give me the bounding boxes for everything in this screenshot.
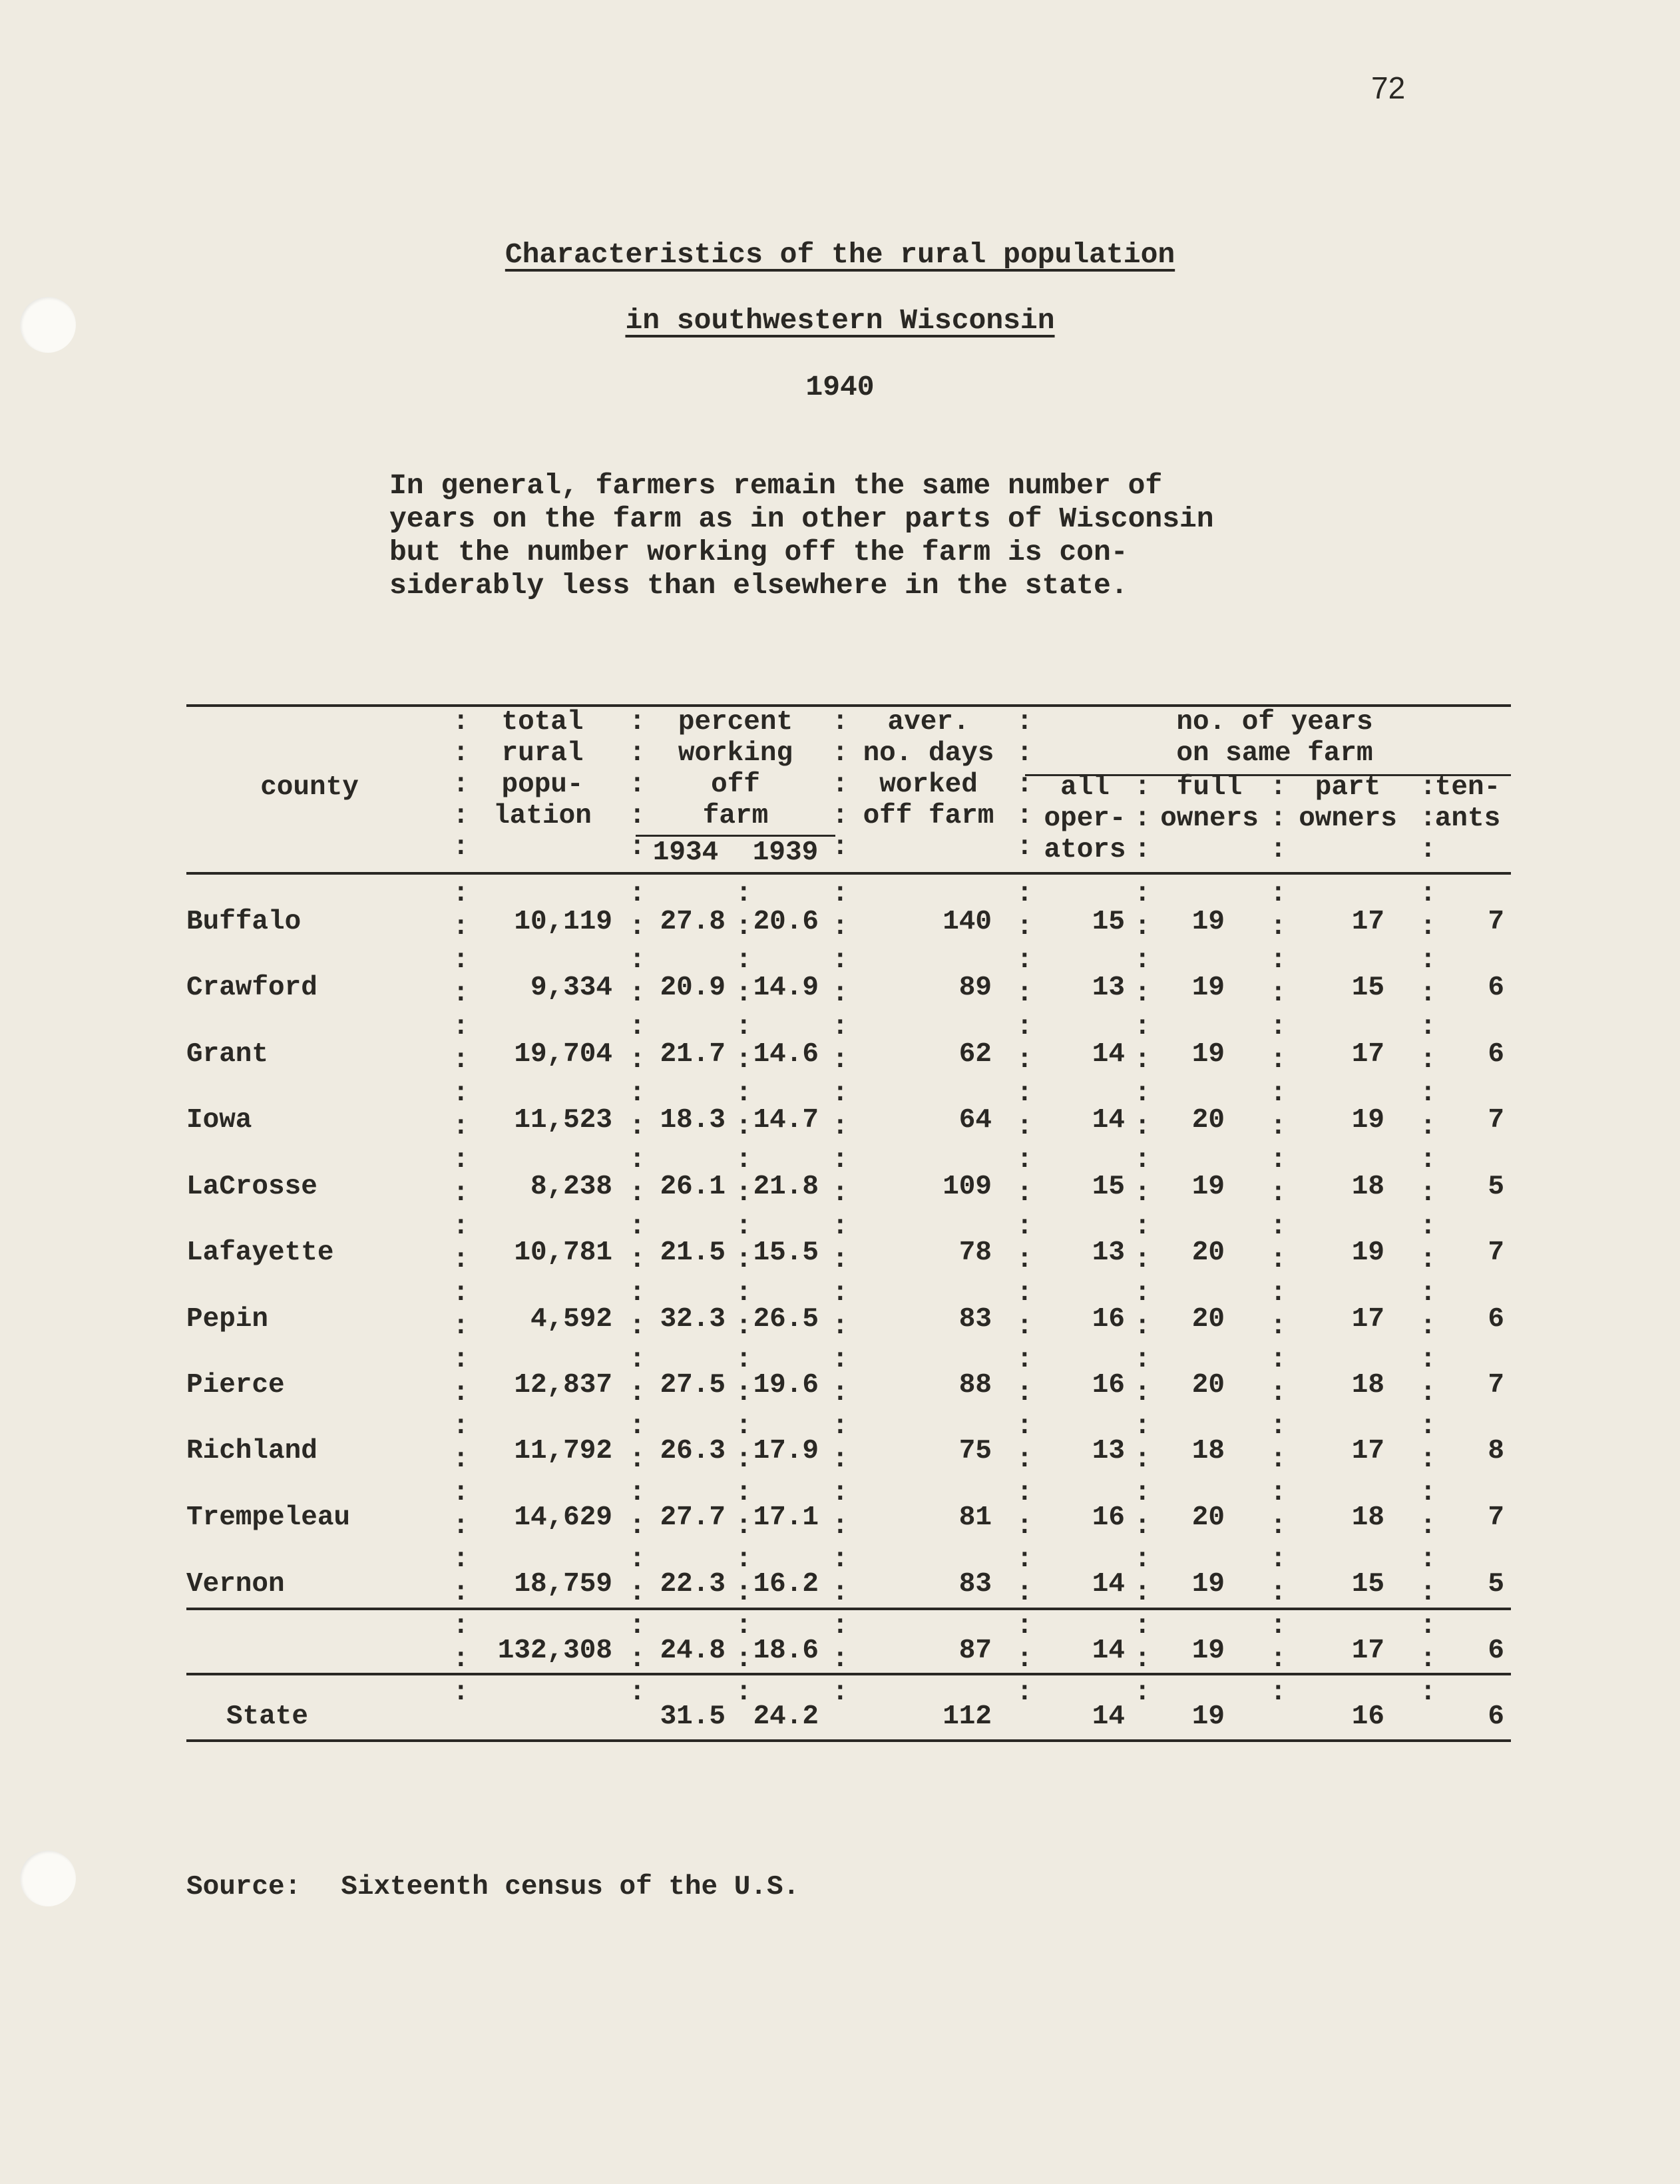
county-name: Vernon bbox=[186, 1569, 285, 1600]
state-row bbox=[186, 1701, 1504, 1768]
intro-line: In general, farmers remain the same number of bbox=[389, 469, 1163, 502]
percent-1939: 14.7 bbox=[753, 1105, 819, 1136]
years-full-owners: 19 bbox=[1191, 1172, 1225, 1202]
percent-1939: 21.8 bbox=[753, 1172, 819, 1202]
average-days: 83 bbox=[958, 1569, 992, 1600]
header-tenants: ten- ants bbox=[1434, 772, 1501, 834]
percent-1934: 27.8 bbox=[660, 907, 726, 937]
years-part-owners: 18 bbox=[1351, 1370, 1384, 1401]
page-number: 72 bbox=[1371, 71, 1406, 105]
county-name: LaCrosse bbox=[186, 1172, 317, 1202]
years-full-owners: 20 bbox=[1191, 1502, 1225, 1533]
title-line-2: in southwestern Wisconsin bbox=[625, 304, 1055, 337]
years-all-operators: 14 bbox=[1092, 1569, 1125, 1600]
header-total-rural-population: total rural popu- lation bbox=[493, 707, 592, 831]
source-label: Source: bbox=[186, 1872, 302, 1902]
percent-1934: 22.3 bbox=[660, 1569, 726, 1600]
average-days: 109 bbox=[943, 1172, 992, 1202]
header-all-operators: all oper- ators bbox=[1044, 772, 1126, 865]
percent-1939: 16.2 bbox=[753, 1569, 819, 1600]
average-days: 83 bbox=[958, 1304, 992, 1335]
percent-1934: 26.1 bbox=[660, 1172, 726, 1202]
years-full-owners: 19 bbox=[1191, 973, 1225, 1003]
years-full-owners: 19 bbox=[1191, 1636, 1225, 1666]
rural-population: 19,704 bbox=[514, 1039, 612, 1070]
column-separator: : : : : : : : : : : : : : : : : : : : : : : : : : bbox=[735, 879, 752, 1708]
header-years-on-same-farm: no. of years on same farm bbox=[1176, 707, 1373, 769]
rural-population: 4,592 bbox=[530, 1304, 612, 1335]
average-days: 64 bbox=[958, 1105, 992, 1136]
percent-1939: 17.1 bbox=[753, 1502, 819, 1533]
years-full-owners: 19 bbox=[1191, 1701, 1225, 1732]
percent-1939: 20.6 bbox=[753, 907, 819, 937]
intro-line: siderably less than elsewhere in the state. bbox=[389, 569, 1128, 602]
years-full-owners: 20 bbox=[1191, 1370, 1225, 1401]
average-days: 81 bbox=[958, 1502, 992, 1533]
average-days: 62 bbox=[958, 1039, 992, 1070]
years-full-owners: 20 bbox=[1191, 1304, 1225, 1335]
intro-line: years on the farm as in other parts of Wisconsin bbox=[389, 503, 1214, 535]
average-days: 112 bbox=[943, 1701, 992, 1732]
years-all-operators: 13 bbox=[1092, 1237, 1125, 1268]
years-part-owners: 19 bbox=[1351, 1237, 1384, 1268]
column-separator: : : : : : : : : : : : : : : : : : : : : : : : : : bbox=[1420, 879, 1436, 1708]
rural-population: 10,119 bbox=[514, 907, 612, 937]
header-separator: : : : : : bbox=[629, 707, 646, 863]
county-name: Richland bbox=[186, 1436, 317, 1466]
years-all-operators: 16 bbox=[1092, 1304, 1125, 1335]
rural-population: 10,781 bbox=[514, 1237, 612, 1268]
header-full-owners: full owners bbox=[1160, 772, 1259, 834]
header-separator: : : : bbox=[1134, 772, 1151, 865]
years-part-owners: 17 bbox=[1351, 1636, 1384, 1666]
years-part-owners: 18 bbox=[1351, 1502, 1384, 1533]
years-part-owners: 18 bbox=[1351, 1172, 1384, 1202]
percent-1939: 24.2 bbox=[753, 1701, 819, 1732]
rural-population: 12,837 bbox=[514, 1370, 612, 1401]
years-part-owners: 16 bbox=[1351, 1701, 1384, 1732]
header-separator: : : : : : bbox=[1016, 707, 1033, 863]
header-part-owners: part owners bbox=[1299, 772, 1397, 834]
years-tenants: 6 bbox=[1488, 973, 1504, 1003]
years-tenants: 6 bbox=[1488, 1701, 1504, 1732]
percent-1939: 19.6 bbox=[753, 1370, 819, 1401]
header-separator: : : : : : bbox=[832, 707, 849, 863]
title-year: 1940 bbox=[805, 371, 875, 403]
column-separator: : : : : : : : : : : : : : : : : : : : : : : : : : bbox=[453, 879, 469, 1708]
years-all-operators: 14 bbox=[1092, 1636, 1125, 1666]
percent-1939: 17.9 bbox=[753, 1436, 819, 1466]
percent-1934: 27.5 bbox=[660, 1370, 726, 1401]
years-tenants: 6 bbox=[1488, 1636, 1504, 1666]
years-tenants: 7 bbox=[1488, 1105, 1504, 1136]
years-full-owners: 18 bbox=[1191, 1436, 1225, 1466]
county-name: Crawford bbox=[186, 973, 317, 1003]
header-percent-working-off-farm: percent working off farm bbox=[678, 707, 793, 831]
percent-1934: 21.5 bbox=[660, 1237, 726, 1268]
percent-group-rule bbox=[636, 835, 835, 837]
years-part-owners: 19 bbox=[1351, 1105, 1384, 1136]
header-bottom-rule bbox=[186, 872, 1511, 875]
years-tenants: 6 bbox=[1488, 1039, 1504, 1070]
years-all-operators: 16 bbox=[1092, 1370, 1125, 1401]
years-full-owners: 19 bbox=[1191, 1569, 1225, 1600]
rural-population: 14,629 bbox=[514, 1502, 612, 1533]
header-separator: : : : bbox=[1270, 772, 1287, 865]
average-days: 78 bbox=[958, 1237, 992, 1268]
years-part-owners: 17 bbox=[1351, 1039, 1384, 1070]
years-tenants: 5 bbox=[1488, 1569, 1504, 1600]
rural-population: 8,238 bbox=[530, 1172, 612, 1202]
years-tenants: 5 bbox=[1488, 1172, 1504, 1202]
rural-population: 11,523 bbox=[514, 1105, 612, 1136]
percent-1934: 32.3 bbox=[660, 1304, 726, 1335]
years-full-owners: 20 bbox=[1191, 1237, 1225, 1268]
years-part-owners: 17 bbox=[1351, 1304, 1384, 1335]
title-line-1: Characteristics of the rural population bbox=[505, 238, 1175, 271]
intro-line: but the number working off the farm is con- bbox=[389, 536, 1128, 568]
column-separator: : : : : : : : : : : : : : : : : : : : : : : : : : bbox=[1016, 879, 1033, 1708]
percent-1939: 15.5 bbox=[753, 1237, 819, 1268]
state-label: State bbox=[226, 1701, 309, 1732]
punch-hole-bottom bbox=[20, 1851, 76, 1906]
years-part-owners: 17 bbox=[1351, 907, 1384, 937]
county-name: Trempeleau bbox=[186, 1502, 351, 1533]
years-all-operators: 15 bbox=[1092, 907, 1125, 937]
average-days: 88 bbox=[958, 1370, 992, 1401]
years-tenants: 7 bbox=[1488, 1237, 1504, 1268]
header-1939: 1939 bbox=[752, 837, 819, 868]
header-separator: : : : bbox=[1420, 772, 1436, 865]
percent-1934: 31.5 bbox=[660, 1701, 726, 1732]
header-average-days-worked: aver. no. days worked off farm bbox=[863, 707, 994, 831]
percent-1939: 18.6 bbox=[753, 1636, 819, 1666]
rural-population: 18,759 bbox=[514, 1569, 612, 1600]
average-days: 87 bbox=[958, 1636, 992, 1666]
percent-1939: 26.5 bbox=[753, 1304, 819, 1335]
header-1934: 1934 bbox=[652, 837, 719, 868]
years-all-operators: 14 bbox=[1092, 1701, 1125, 1732]
county-name: Lafayette bbox=[186, 1237, 334, 1268]
years-all-operators: 15 bbox=[1092, 1172, 1125, 1202]
county-name: Pepin bbox=[186, 1304, 269, 1335]
years-tenants: 6 bbox=[1488, 1304, 1504, 1335]
rural-population: 9,334 bbox=[530, 973, 612, 1003]
average-days: 89 bbox=[958, 973, 992, 1003]
percent-1939: 14.9 bbox=[753, 973, 819, 1003]
years-all-operators: 16 bbox=[1092, 1502, 1125, 1533]
years-part-owners: 15 bbox=[1351, 973, 1384, 1003]
rural-population: 132,308 bbox=[497, 1636, 612, 1666]
years-part-owners: 15 bbox=[1351, 1569, 1384, 1600]
years-all-operators: 13 bbox=[1092, 1436, 1125, 1466]
percent-1934: 26.3 bbox=[660, 1436, 726, 1466]
years-full-owners: 19 bbox=[1191, 1039, 1225, 1070]
column-separator: : : : : : : : : : : : : : : : : : : : : : : : : : bbox=[629, 879, 646, 1708]
years-all-operators: 13 bbox=[1092, 973, 1125, 1003]
header-county: county bbox=[260, 772, 359, 803]
county-name: Grant bbox=[186, 1039, 269, 1070]
county-name: Iowa bbox=[186, 1105, 252, 1136]
years-tenants: 7 bbox=[1488, 907, 1504, 937]
percent-1934: 18.3 bbox=[660, 1105, 726, 1136]
years-all-operators: 14 bbox=[1092, 1105, 1125, 1136]
rural-population: 11,792 bbox=[514, 1436, 612, 1466]
column-separator: : : : : : : : : : : : : : : : : : : : : : : : : : bbox=[1134, 879, 1151, 1708]
column-separator: : : : : : : : : : : : : : : : : : : : : : : : : : bbox=[832, 879, 849, 1708]
header-separator: : : : : : bbox=[453, 707, 469, 863]
percent-1934: 21.7 bbox=[660, 1039, 726, 1070]
percent-1934: 27.7 bbox=[660, 1502, 726, 1533]
county-name: Buffalo bbox=[186, 907, 302, 937]
average-days: 75 bbox=[958, 1436, 992, 1466]
years-full-owners: 20 bbox=[1191, 1105, 1225, 1136]
years-all-operators: 14 bbox=[1092, 1039, 1125, 1070]
average-days: 140 bbox=[943, 907, 992, 937]
percent-1934: 20.9 bbox=[660, 973, 726, 1003]
percent-1934: 24.8 bbox=[660, 1636, 726, 1666]
years-tenants: 7 bbox=[1488, 1502, 1504, 1533]
column-separator: : : : : : : : : : : : : : : : : : : : : : : : : : bbox=[1270, 879, 1287, 1708]
source-text: Sixteenth census of the U.S. bbox=[341, 1872, 800, 1902]
years-tenants: 8 bbox=[1488, 1436, 1504, 1466]
percent-1939: 14.6 bbox=[753, 1039, 819, 1070]
intro-paragraph bbox=[389, 469, 1388, 602]
years-full-owners: 19 bbox=[1191, 907, 1225, 937]
source-note bbox=[186, 1872, 799, 1902]
county-name: Pierce bbox=[186, 1370, 285, 1401]
years-part-owners: 17 bbox=[1351, 1436, 1384, 1466]
years-tenants: 7 bbox=[1488, 1370, 1504, 1401]
